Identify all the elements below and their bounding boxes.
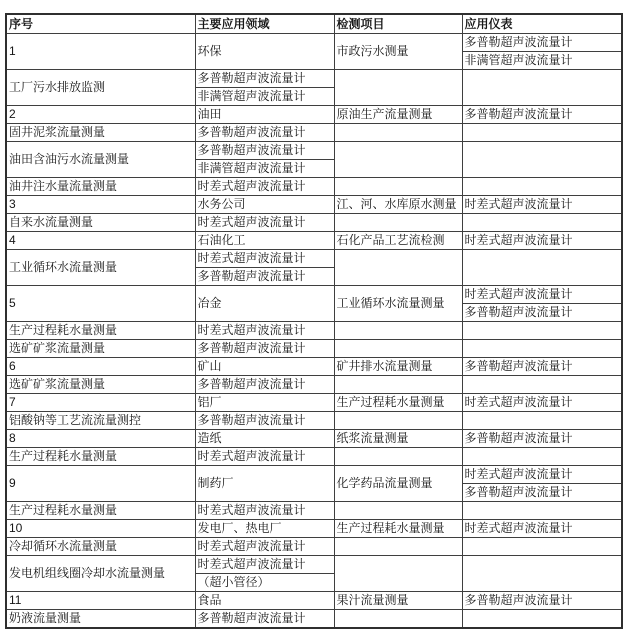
table-cell: 2: [6, 106, 195, 124]
table-cell: 矿井排水流量测量: [334, 358, 462, 376]
table-cell-empty: [462, 340, 622, 358]
table-cell-empty: [462, 556, 622, 592]
table-cell: 时差式超声波流量计: [462, 232, 622, 250]
table-cell: 时差式超声波流量计: [462, 520, 622, 538]
table-row: [6, 538, 622, 556]
table-row: [6, 142, 622, 160]
table-cell: 原油生产流量测量: [334, 106, 462, 124]
table-cell-empty: [462, 538, 622, 556]
table-row: [6, 232, 622, 250]
table-cell: 多普勒超声波流量计: [195, 70, 334, 88]
table-cell: 化学药品流量测量: [334, 466, 462, 502]
table-cell: 油田: [195, 106, 334, 124]
table-row: [6, 556, 622, 574]
table-cell: 多普勒超声波流量计: [462, 106, 622, 124]
header-row: [6, 14, 622, 34]
table-cell: 生产过程耗水量测量: [334, 394, 462, 412]
table-cell: 11: [6, 592, 195, 610]
table-cell: 生产过程耗水量测量: [6, 448, 195, 466]
table-cell-empty: [334, 322, 462, 340]
table-cell-empty: [334, 412, 462, 430]
table-cell-empty: [334, 340, 462, 358]
column-header-application-field: 主要应用领域: [195, 14, 334, 34]
table-cell: 矿山: [195, 358, 334, 376]
table-cell-empty: [462, 448, 622, 466]
table-cell-empty: [462, 124, 622, 142]
table-cell: 4: [6, 232, 195, 250]
table-cell-empty: [462, 178, 622, 196]
table-cell: 9: [6, 466, 195, 502]
table-cell: 5: [6, 286, 195, 322]
table-cell: 3: [6, 196, 195, 214]
table-cell: 油田含油污水流量测量: [6, 142, 195, 178]
table-cell: 多普勒超声波流量计: [462, 34, 622, 52]
table-cell: 6: [6, 358, 195, 376]
table-cell: 食品: [195, 592, 334, 610]
table-cell-empty: [462, 412, 622, 430]
table-body: [6, 34, 622, 629]
table-cell: 时差式超声波流量计: [462, 286, 622, 304]
table-cell-empty: [334, 70, 462, 106]
table-cell: 多普勒超声波流量计: [195, 124, 334, 142]
table-cell: 自来水流量测量: [6, 214, 195, 232]
table-cell: 冶金: [195, 286, 334, 322]
table-cell: 多普勒超声波流量计: [195, 376, 334, 394]
table-row: [6, 322, 622, 340]
table-cell: 多普勒超声波流量计: [462, 592, 622, 610]
table-cell: 7: [6, 394, 195, 412]
table-cell: 多普勒超声波流量计: [195, 142, 334, 160]
table-cell-empty: [334, 538, 462, 556]
table-cell: 油井注水量流量测量: [6, 178, 195, 196]
table-cell-empty: [334, 214, 462, 232]
table-cell: 奶液流量测量: [6, 610, 195, 629]
table-cell: 时差式超声波流量计: [195, 322, 334, 340]
table-cell: 非满管超声波流量计: [462, 52, 622, 70]
table-cell: 多普勒超声波流量计: [462, 358, 622, 376]
column-header-detection-item: 检测项目: [334, 14, 462, 34]
table-cell: 工业循环水流量测量: [6, 250, 195, 286]
table-cell: 工厂污水排放监测: [6, 70, 195, 106]
table-cell-empty: [334, 556, 462, 592]
table-row: [6, 106, 622, 124]
table-cell-empty: [334, 448, 462, 466]
table-cell: 纸浆流量测量: [334, 430, 462, 448]
table-cell: 环保: [195, 34, 334, 70]
table-cell: 非满管超声波流量计: [195, 88, 334, 106]
table-cell: 石油化工: [195, 232, 334, 250]
table-row: [6, 502, 622, 520]
table-cell-empty: [334, 178, 462, 196]
table-cell-empty: [462, 502, 622, 520]
table-cell: 时差式超声波流量计: [195, 214, 334, 232]
table-cell: 时差式超声波流量计: [195, 448, 334, 466]
table-row: [6, 412, 622, 430]
table-cell-empty: [462, 250, 622, 286]
table-cell: 8: [6, 430, 195, 448]
table-cell-empty: [462, 610, 622, 629]
table-cell: 时差式超声波流量计: [462, 466, 622, 484]
table-row: [6, 178, 622, 196]
table-cell: 选矿矿浆流量测量: [6, 376, 195, 394]
table-cell: 冷却循环水流量测量: [6, 538, 195, 556]
table-row: [6, 214, 622, 232]
table-cell: 非满管超声波流量计: [195, 160, 334, 178]
table-cell: 1: [6, 34, 195, 70]
application-table: [5, 13, 623, 629]
table-cell: 固井泥浆流量测量: [6, 124, 195, 142]
table-cell: 发电厂、热电厂: [195, 520, 334, 538]
table-row: [6, 376, 622, 394]
table-cell-empty: [462, 142, 622, 178]
table-row: [6, 592, 622, 610]
table-row: [6, 394, 622, 412]
table-row: [6, 196, 622, 214]
table-row: [6, 124, 622, 142]
table-cell: 造纸: [195, 430, 334, 448]
table-cell-empty: [334, 502, 462, 520]
column-header-index: 序号: [6, 14, 195, 34]
table-row: [6, 358, 622, 376]
table-cell-empty: [462, 376, 622, 394]
table-cell: 果汁流量测量: [334, 592, 462, 610]
table-cell: 制药厂: [195, 466, 334, 502]
table-cell: 江、河、水库原水测量: [334, 196, 462, 214]
table-cell: 石化产品工艺流检测: [334, 232, 462, 250]
table-cell: 10: [6, 520, 195, 538]
table-cell: 工业循环水流量测量: [334, 286, 462, 322]
table-cell: 发电机组线圈冷却水流量测量: [6, 556, 195, 592]
table-cell-empty: [334, 124, 462, 142]
table-header: [6, 14, 622, 34]
table-row: [6, 430, 622, 448]
table-cell: 生产过程耗水量测量: [334, 520, 462, 538]
table-row: [6, 34, 622, 52]
table-cell: 时差式超声波流量计: [462, 196, 622, 214]
table-row: [6, 448, 622, 466]
table-row: [6, 286, 622, 304]
table-row: [6, 610, 622, 629]
table-cell-empty: [334, 142, 462, 178]
table-row: [6, 70, 622, 88]
table-cell: 时差式超声波流量计: [195, 556, 334, 574]
table-cell: 多普勒超声波流量计: [195, 610, 334, 629]
table-cell: 时差式超声波流量计: [195, 178, 334, 196]
table-cell: 铝厂: [195, 394, 334, 412]
table-cell: （超小管径）: [195, 574, 334, 592]
table-cell-empty: [462, 70, 622, 106]
table-cell: 多普勒超声波流量计: [195, 340, 334, 358]
table-cell: 多普勒超声波流量计: [195, 268, 334, 286]
table-row: [6, 466, 622, 484]
table-cell-empty: [462, 214, 622, 232]
table-cell: 水务公司: [195, 196, 334, 214]
table-cell: 生产过程耗水量测量: [6, 502, 195, 520]
table-cell: 多普勒超声波流量计: [195, 412, 334, 430]
table-row: [6, 340, 622, 358]
table-cell-empty: [334, 376, 462, 394]
table-cell: 铝酸钠等工艺流流量测控: [6, 412, 195, 430]
table-row: [6, 250, 622, 268]
table-cell: 时差式超声波流量计: [195, 538, 334, 556]
table-cell: 多普勒超声波流量计: [462, 304, 622, 322]
table-cell: 多普勒超声波流量计: [462, 430, 622, 448]
table-cell: 时差式超声波流量计: [195, 250, 334, 268]
column-header-instrument: 应用仪表: [462, 14, 622, 34]
table-cell: 选矿矿浆流量测量: [6, 340, 195, 358]
table-cell-empty: [334, 250, 462, 286]
table-cell: 时差式超声波流量计: [462, 394, 622, 412]
table-row: [6, 520, 622, 538]
table-cell: 时差式超声波流量计: [195, 502, 334, 520]
table-cell: 多普勒超声波流量计: [462, 484, 622, 502]
table-cell-empty: [334, 610, 462, 629]
table-cell: 市政污水测量: [334, 34, 462, 70]
table-cell: 生产过程耗水量测量: [6, 322, 195, 340]
table-cell-empty: [462, 322, 622, 340]
